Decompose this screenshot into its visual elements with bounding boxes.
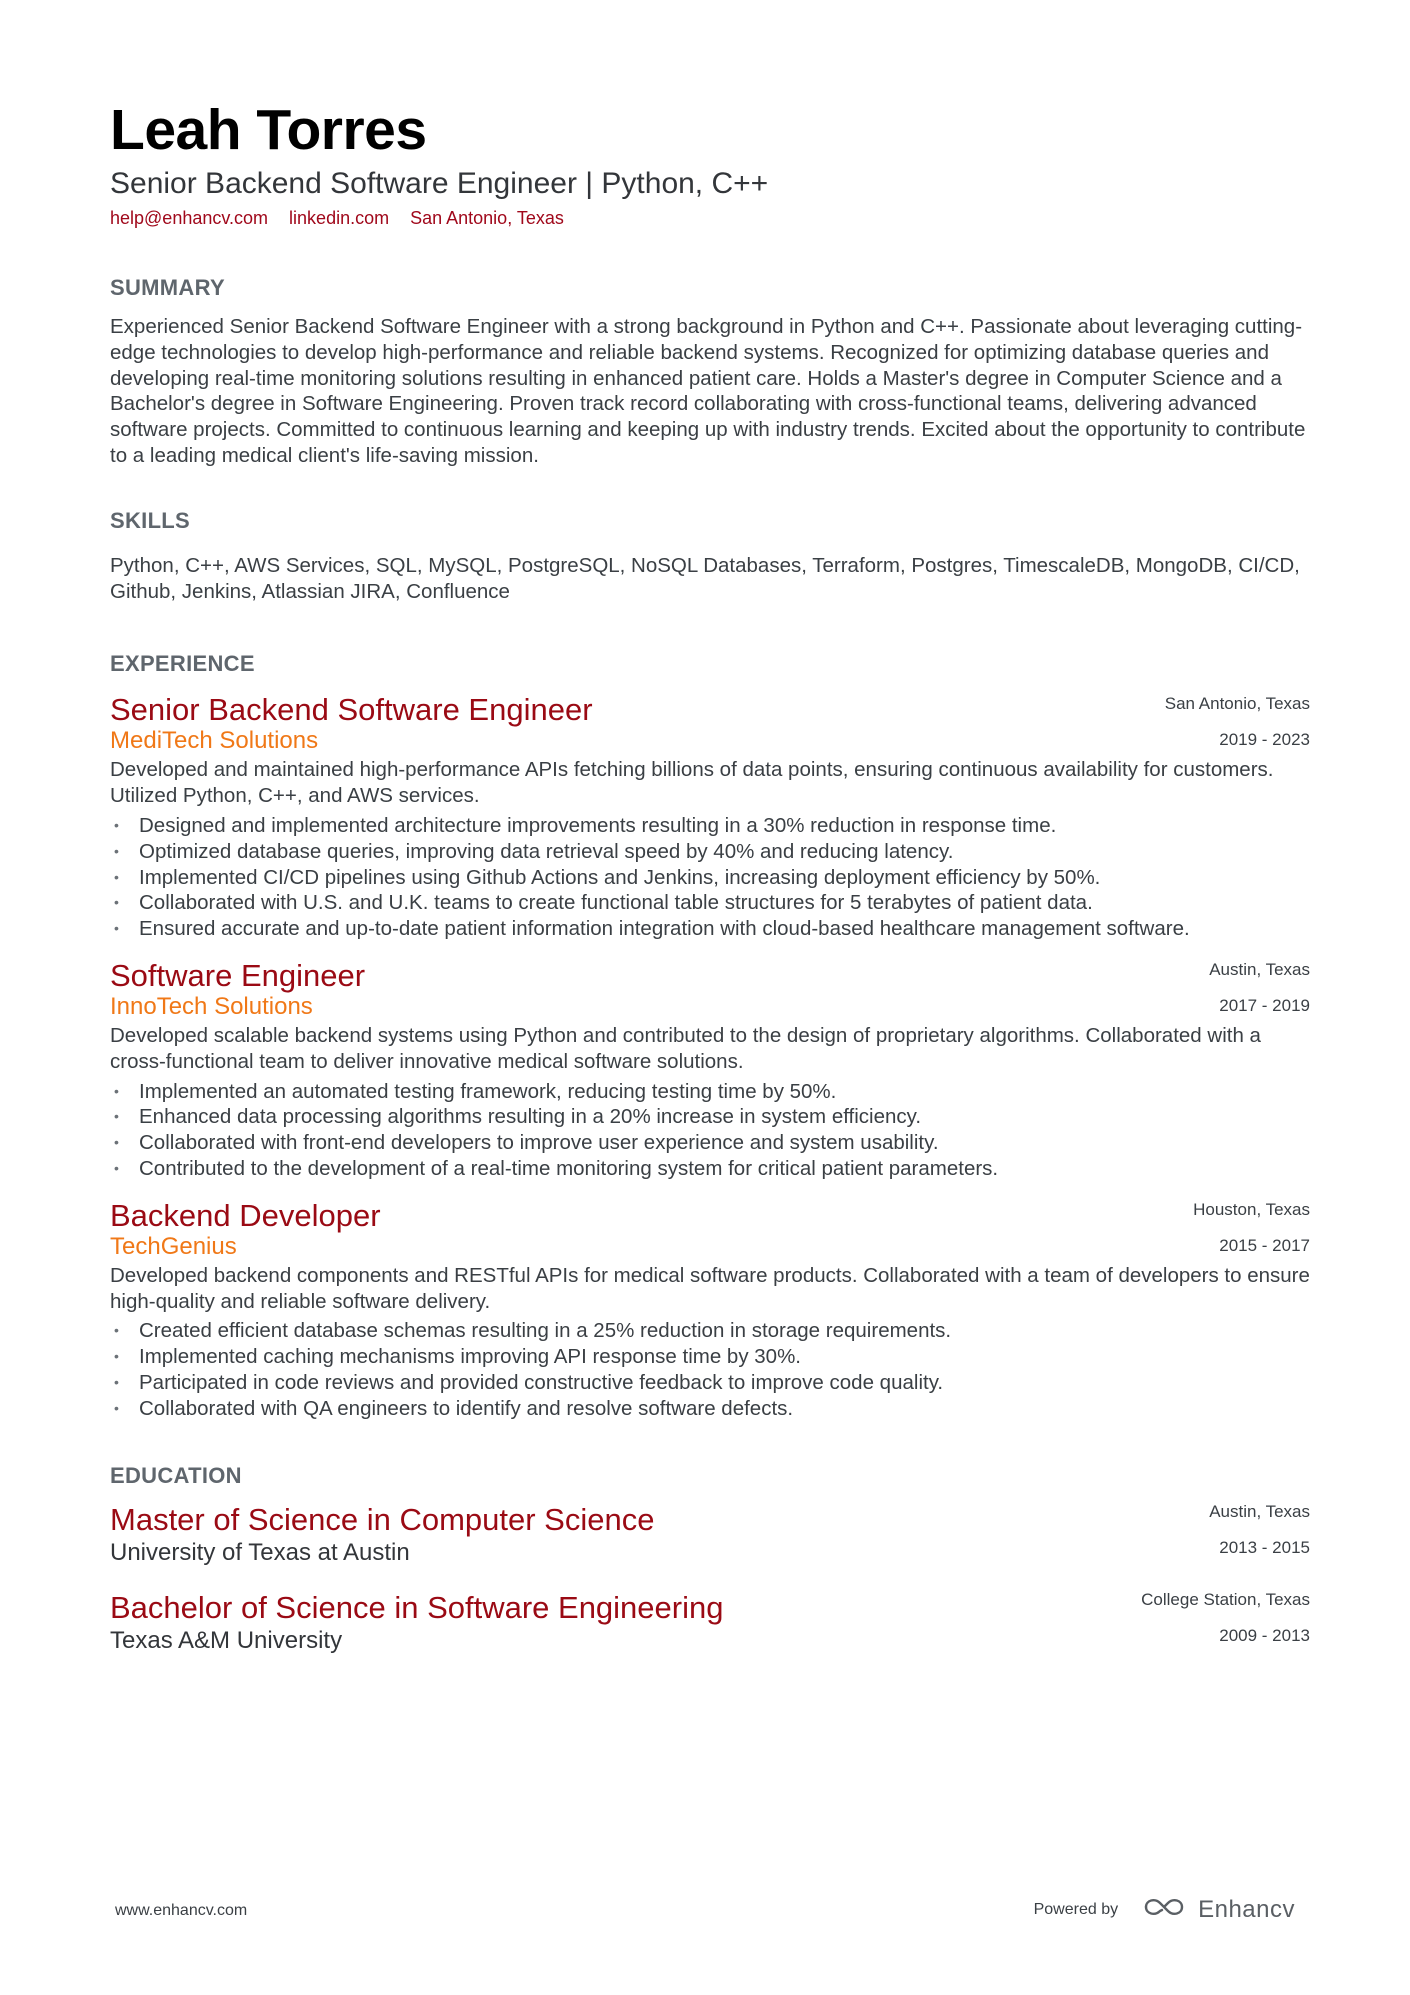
- entry-location: San Antonio, Texas: [1164, 694, 1310, 714]
- experience-entry: [110, 692, 1310, 942]
- resume-page: [110, 96, 1310, 1656]
- job-description: Developed backend components and RESTful APIs for medical software products. Collaborated with a team of developers to ensure high-quality and reliable software delivery.: [110, 1263, 1310, 1313]
- enhancv-logo-icon: [1142, 1894, 1188, 1925]
- list-item: • Enhanced data processing algorithms resulting in a 20% increase in system efficiency.: [110, 1104, 1310, 1130]
- location-text: San Antonio, Texas: [410, 208, 564, 228]
- list-item: • Implemented caching mechanisms improving API response time by 30%.: [110, 1344, 1310, 1370]
- job-achievements: [110, 813, 1310, 942]
- entry-dates: 2017 - 2019: [1219, 995, 1310, 1015]
- company-name: TechGenius: [110, 1232, 237, 1260]
- company-name: MediTech Solutions: [110, 727, 319, 755]
- list-item: • Participated in code reviews and provided constructive feedback to improve code quality.: [110, 1370, 1310, 1396]
- footer-url-link[interactable]: www.enhancv.com: [115, 1902, 248, 1919]
- experience-heading: EXPERIENCE: [110, 651, 255, 677]
- education-heading: EDUCATION: [110, 1462, 242, 1488]
- entry-dates: 2013 - 2015: [1219, 1537, 1310, 1557]
- job-title: Software Engineer: [110, 957, 366, 993]
- job-description: Developed scalable backend systems using Python and contributed to the design of proprietary algorithms. Collaborated with a cross-functional team to deliver innovative medical software solutions.: [110, 1023, 1261, 1073]
- email-link[interactable]: help@enhancv.com: [110, 208, 269, 228]
- list-item: • Designed and implemented architecture improvements resulting in a 30% reduction in response time.: [110, 813, 1310, 839]
- list-item: • Implemented an automated testing framework, reducing testing time by 50%.: [110, 1079, 1310, 1105]
- list-item: • Contributed to the development of a real-time monitoring system for critical patient parameters.: [110, 1156, 1310, 1182]
- entry-dates: 2015 - 2017: [1219, 1235, 1310, 1255]
- experience-entry: [110, 1198, 1310, 1422]
- entry-location: College Station, Texas: [1141, 1589, 1310, 1609]
- entry-location: Austin, Texas: [1209, 959, 1310, 979]
- linkedin-link[interactable]: linkedin.com: [289, 208, 390, 228]
- job-achievements: [110, 1318, 1310, 1421]
- entry-location: Houston, Texas: [1193, 1199, 1310, 1219]
- powered-by-label: Powered by: [1033, 1900, 1119, 1918]
- experience-entry: [110, 958, 1310, 1182]
- school-name: University of Texas at Austin: [110, 1538, 410, 1566]
- candidate-tagline: Senior Backend Software Engineer | Python, C++: [110, 167, 769, 200]
- degree-title: Master of Science in Computer Science: [110, 1501, 655, 1537]
- list-item: • Collaborated with QA engineers to identify and resolve software defects.: [110, 1396, 1310, 1422]
- summary-text: Experienced Senior Backend Software Engineer with a strong background in Python and C++. Passionate about leveraging cutting-edge technologies to develop high-performance and reliable backend systems. Recognized for optimizing database queries and developing real-time monitoring solutions resulting in enhanced patient care. Holds a Master's degree in Computer Science and a Bachelor's degree in Software Engineering. Proven track record collaborating with cross-functional teams, delivering advanced software projects. Committed to continuous learning and keeping up with industry trends. Excited about the opportunity to contribute to a leading medical client's life-saving mission.: [110, 315, 1306, 467]
- list-item: • Created efficient database schemas resulting in a 25% reduction in storage requirements.: [110, 1318, 1310, 1344]
- company-name: InnoTech Solutions: [110, 992, 313, 1020]
- powered-by: [1034, 1894, 1295, 1925]
- summary-heading: SUMMARY: [110, 275, 225, 300]
- list-item: • Ensured accurate and up-to-date patient information integration with cloud-based healthcare management software.: [110, 916, 1310, 942]
- candidate-name: Leah Torres: [110, 98, 427, 162]
- education-entry: [110, 1590, 1310, 1656]
- skills-text: Python, C++, AWS Services, SQL, MySQL, PostgreSQL, NoSQL Databases, Terraform, Postgres, TimescaleDB, MongoDB, CI/CD, Github, Jenkins, Atlassian JIRA, Confluence: [110, 553, 1300, 603]
- degree-title: Bachelor of Science in Software Engineering: [110, 1589, 724, 1625]
- contact-info: [110, 206, 1310, 230]
- list-item: • Optimized database queries, improving data retrieval speed by 40% and reducing latency.: [110, 839, 1310, 865]
- job-title: Backend Developer: [110, 1197, 381, 1233]
- page-footer: [115, 1892, 1295, 1932]
- entry-dates: 2019 - 2023: [1219, 730, 1310, 750]
- job-title: Senior Backend Software Engineer: [110, 692, 593, 728]
- list-item: • Collaborated with front-end developers to improve user experience and system usability.: [110, 1130, 1310, 1156]
- list-item: • Implemented CI/CD pipelines using Github Actions and Jenkins, increasing deployment efficiency by 50%.: [110, 865, 1310, 891]
- education-entry: [110, 1502, 1310, 1568]
- job-achievements: [110, 1079, 1310, 1182]
- skills-heading: SKILLS: [110, 507, 191, 533]
- enhancv-logo-text: Enhancv: [1198, 1895, 1295, 1923]
- list-item: • Collaborated with U.S. and U.K. teams to create functional table structures for 5 terabytes of patient data.: [110, 890, 1310, 916]
- school-name: Texas A&M University: [110, 1626, 343, 1654]
- job-description: Developed and maintained high-performance APIs fetching billions of data points, ensuring continuous availability for customers. Utilized Python, C++, and AWS services.: [110, 758, 1274, 808]
- entry-location: Austin, Texas: [1209, 1501, 1310, 1521]
- entry-dates: 2009 - 2013: [1219, 1625, 1310, 1645]
